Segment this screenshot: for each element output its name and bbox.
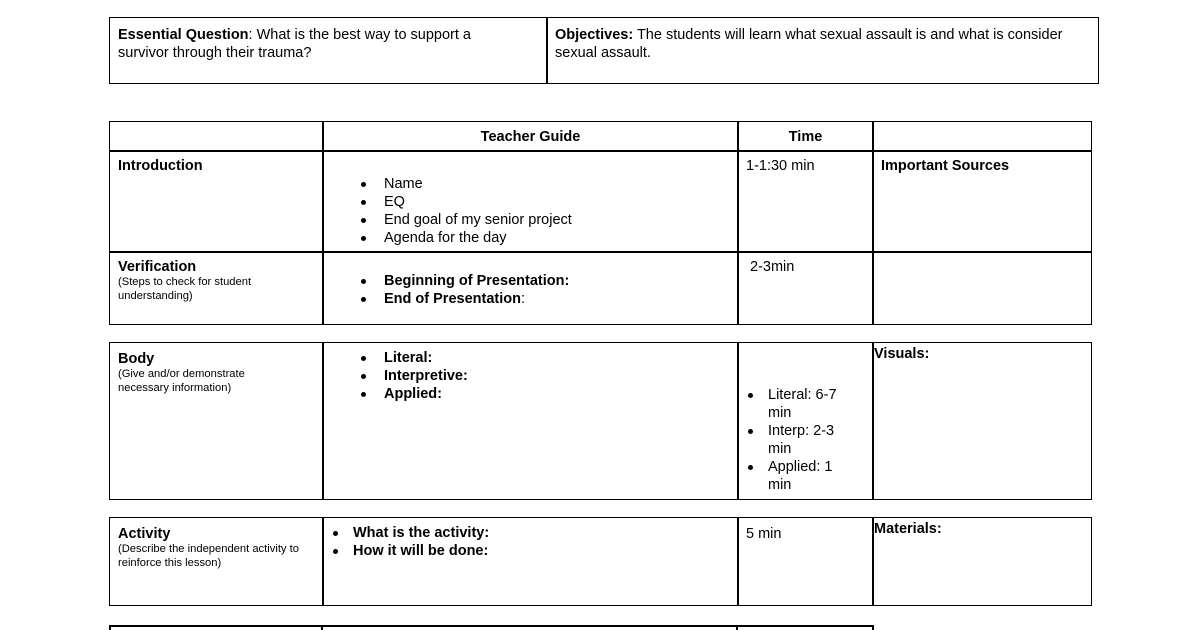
column-divider xyxy=(322,518,324,605)
essential-question-label: Essential Question xyxy=(118,27,249,43)
column-divider xyxy=(321,625,323,630)
list-item: Agenda for the day xyxy=(358,229,728,247)
list-item: Interp: 2-3 min xyxy=(746,422,856,458)
activity-subtitle: (Describe the independent activity to reinforce this lesson) xyxy=(118,543,299,569)
introduction-list xyxy=(358,175,728,247)
next-table-fragment xyxy=(109,625,874,630)
objectives-cell xyxy=(555,26,1095,62)
row-divider xyxy=(109,625,874,627)
important-sources-label: Important Sources xyxy=(881,158,1010,174)
essential-question-cell xyxy=(118,26,518,62)
column-divider xyxy=(736,625,738,630)
column-divider xyxy=(872,625,874,630)
list-item: Literal: 6-7 min xyxy=(746,386,856,422)
list-item: Interpretive: xyxy=(358,367,728,385)
verification-subtitle: (Steps to check for student understanding) xyxy=(118,276,252,302)
introduction-title: Introduction xyxy=(118,158,203,174)
activity-list xyxy=(331,524,721,560)
column-divider xyxy=(546,18,548,83)
materials-label: Materials: xyxy=(874,521,942,537)
list-item: Beginning of Presentation: xyxy=(358,272,728,290)
activity-table xyxy=(109,517,1092,606)
body-table xyxy=(109,342,1092,500)
header-time: Time xyxy=(788,129,823,145)
activity-time: 5 min xyxy=(746,526,782,542)
verification-time: 2-3min xyxy=(750,259,795,275)
objectives-text: The students will learn what sexual assault is and what is consider sexual assault. xyxy=(555,27,1063,61)
list-item: Applied: xyxy=(358,385,728,403)
list-item: End goal of my senior project xyxy=(358,211,728,229)
header-teacher-guide: Teacher Guide xyxy=(480,129,581,145)
column-divider xyxy=(872,343,874,499)
body-time-list xyxy=(746,386,856,494)
list-item: Applied: 1 min xyxy=(746,458,856,494)
list-item: Name xyxy=(358,175,728,193)
column-divider xyxy=(109,625,111,630)
objectives-label: Objectives: xyxy=(555,27,634,43)
body-title: Body xyxy=(118,351,155,367)
column-divider xyxy=(737,122,739,324)
introduction-time: 1-1:30 min xyxy=(746,158,815,174)
row-divider xyxy=(110,251,1091,253)
list-item: How it will be done: xyxy=(331,542,721,560)
column-divider xyxy=(322,122,324,324)
body-list xyxy=(358,349,728,403)
list-item: Literal: xyxy=(358,349,728,367)
column-divider xyxy=(737,518,739,605)
list-item: What is the activity: xyxy=(331,524,721,542)
body-subtitle: (Give and/or demonstrate necessary information) xyxy=(118,368,245,394)
column-divider xyxy=(737,343,739,499)
list-item: EQ xyxy=(358,193,728,211)
verification-title: Verification xyxy=(118,259,197,275)
list-item: End of Presentation: xyxy=(358,290,728,308)
essential-question-text: : What is the best way to support a survivor through their trauma? xyxy=(118,27,471,61)
column-divider xyxy=(322,343,324,499)
essential-question-table xyxy=(109,17,1099,84)
visuals-label: Visuals: xyxy=(874,346,930,362)
column-divider xyxy=(872,122,874,324)
lesson-plan-table xyxy=(109,121,1092,325)
verification-list xyxy=(358,272,728,308)
activity-title: Activity xyxy=(118,526,171,542)
row-divider xyxy=(110,150,1091,152)
